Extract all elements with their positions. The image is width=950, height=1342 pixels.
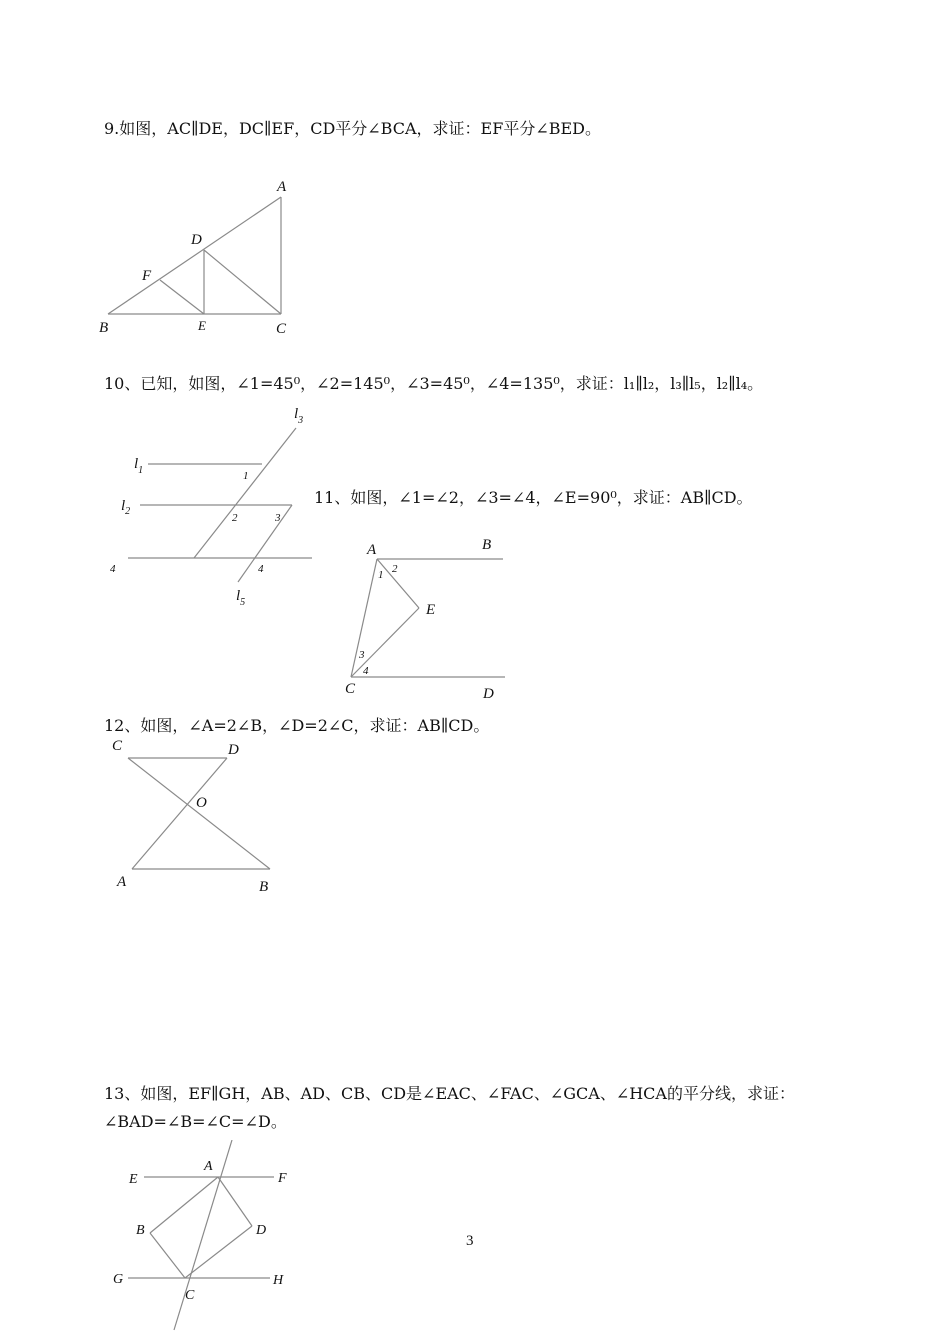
point-B-label: B	[482, 537, 492, 553]
angle-3-label: 3	[275, 512, 281, 524]
point-D-label: D	[228, 742, 239, 758]
segment-EC	[351, 608, 419, 677]
line-4-label: 4	[110, 563, 116, 575]
point-A-label: A	[367, 542, 377, 558]
figure-10	[100, 400, 320, 615]
point-E-label: E	[129, 1172, 138, 1187]
point-B-label: B	[99, 320, 109, 336]
line-l2-label: $l_2$	[121, 498, 131, 517]
segment-AD	[218, 1177, 252, 1226]
point-C-label: C	[345, 681, 356, 697]
segment-BA	[108, 197, 281, 314]
segment-BC	[150, 1233, 185, 1278]
angle-3-label: 3	[359, 649, 365, 661]
angle-2-label: 2	[232, 512, 238, 524]
segment-DC	[204, 250, 281, 314]
segment-DC	[185, 1226, 252, 1278]
angle-4-label: 4	[363, 665, 369, 677]
line-l1-label: $l_1$	[134, 456, 144, 476]
point-E-label: E	[426, 602, 436, 618]
point-A-label: A	[277, 179, 287, 195]
angle-2-label: 2	[392, 563, 398, 575]
point-A-label: A	[204, 1159, 213, 1174]
problem-13-line1: 13、如图，EF∥GH，AB、AD、CB、CD是∠EAC、∠FAC、∠GCA、∠HCA的平分线，求证：	[104, 1084, 795, 1103]
figure-13	[100, 1140, 320, 1335]
segment-AB	[150, 1177, 218, 1233]
problem-10-text: 10、已知，如图，∠1=45⁰，∠2=145⁰，∠3=45⁰，∠4=135⁰，求证：l₁∥l₂，l₃∥l₅，l₂∥l₄。	[104, 374, 764, 393]
point-C-label: C	[276, 321, 287, 337]
angle-4-label: 4	[258, 563, 264, 575]
point-O-label: O	[196, 795, 207, 811]
point-F-label: F	[142, 268, 152, 284]
point-D-label: D	[191, 232, 202, 248]
figure-12	[100, 734, 300, 899]
figure-11	[335, 535, 515, 705]
point-A-label: A	[117, 874, 127, 890]
angle-1-label: 1	[243, 470, 249, 482]
point-D-label: D	[483, 686, 494, 702]
point-C-label: C	[185, 1288, 195, 1303]
line-l5-label: $l_5$	[236, 588, 246, 608]
page-number: 3	[466, 1233, 474, 1249]
point-E-label: E	[198, 318, 206, 333]
point-H-label: H	[273, 1273, 284, 1288]
line-l3	[194, 428, 296, 558]
point-F-label: F	[278, 1171, 287, 1186]
problem-9-text: 9.如图，AC∥DE，DC∥EF，CD平分∠BCA，求证：EF平分∠BED。	[104, 119, 601, 138]
line-l5	[238, 505, 292, 582]
segment-DA	[132, 758, 227, 869]
segment-CB	[128, 758, 270, 869]
figure-9	[90, 170, 310, 345]
point-G-label: G	[113, 1272, 124, 1287]
point-B-label: B	[136, 1223, 145, 1238]
angle-1-label: 1	[378, 569, 384, 581]
transversal-AC	[174, 1140, 232, 1330]
segment-FE	[160, 280, 204, 314]
problem-13-line2: ∠BAD=∠B=∠C=∠D。	[104, 1112, 287, 1131]
problem-12-text: 12、如图，∠A=2∠B，∠D=2∠C，求证：AB∥CD。	[104, 716, 490, 735]
segment-AE	[377, 559, 419, 608]
point-B-label: B	[259, 879, 269, 895]
line-l3-label: $l_3$	[294, 406, 304, 426]
problem-11-text: 11、如图，∠1=∠2，∠3=∠4，∠E=90⁰，求证：AB∥CD。	[314, 488, 753, 507]
point-D-label: D	[256, 1223, 267, 1238]
point-C-label: C	[112, 738, 123, 754]
